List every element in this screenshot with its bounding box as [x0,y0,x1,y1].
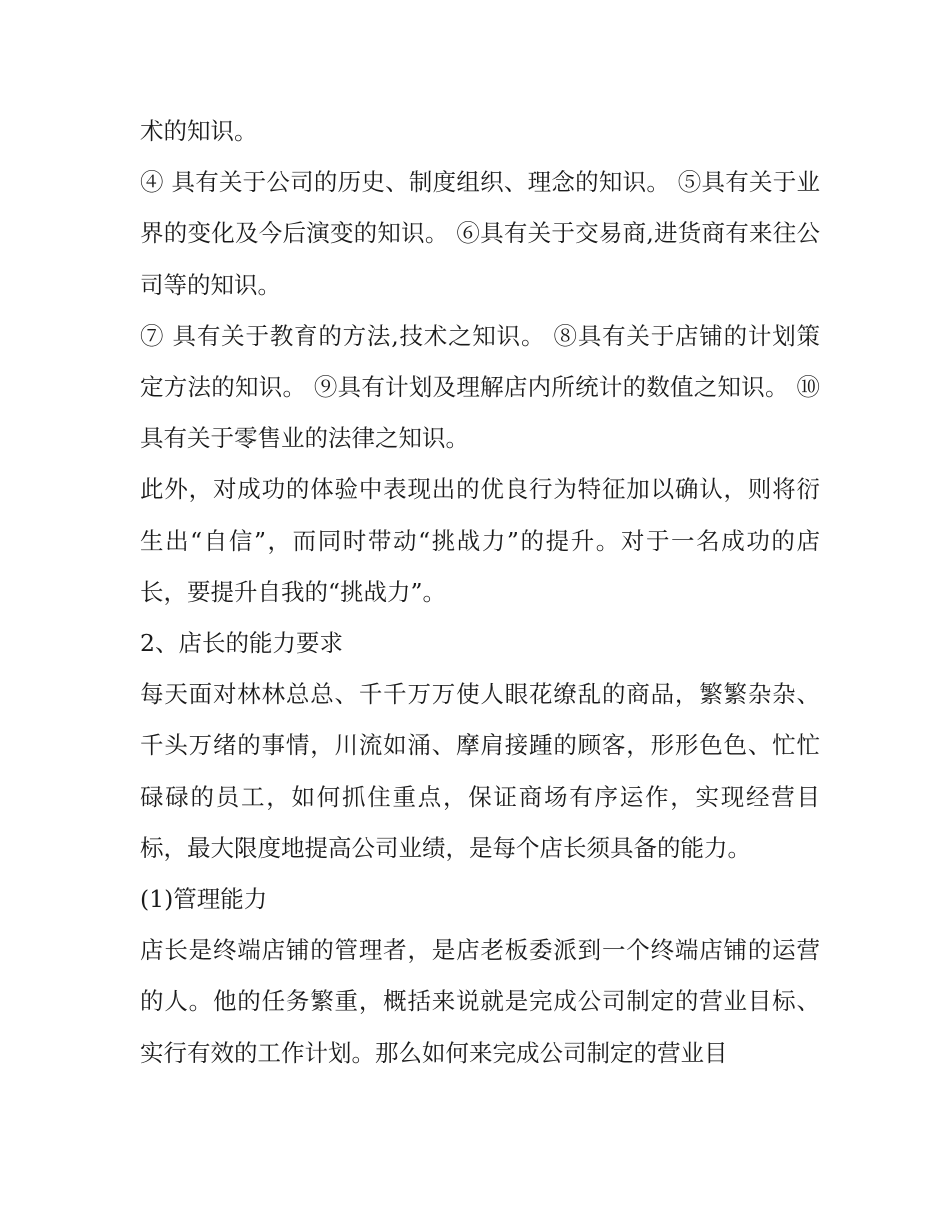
document-page [140,106,820,1079]
paragraph-ability-intro: 每天面对林林总总、千千万万使人眼花缭乱的商品，繁繁杂杂、千头万绪的事情，川流如涌、摩肩接踵的顾客，形形色色、忙忙碌碌的员工，如何抓住重点，保证商场有序运作，实现经营目标，最大限度地提高公司业绩，是每个店长须具备的能力。 [140,680,820,862]
paragraph-management: 店长是终端店铺的管理者，是店老板委派到一个终端店铺的运营的人。他的任务繁重，概括来说就是完成公司制定的营业目标、实行有效的工作计划。那么如何来完成公司制定的营业目 [140,936,820,1067]
paragraph-knowledge-4-6: ④ 具有关于公司的历史、制度组织、理念的知识。 ⑤具有关于业界的变化及今后演变的知识。 ⑥具有关于交易商,进货商有来往公司等的知识。 [140,168,820,299]
paragraph-confidence: 此外，对成功的体验中表现出的优良行为特征加以确认，则将衍生出“自信”，而同时带动“挑战力”的提升。对于一名成功的店长，要提升自我的“挑战力”。 [140,475,820,606]
paragraph-knowledge-7-10: ⑦ 具有关于教育的方法,技术之知识。 ⑧具有关于店铺的计划策定方法的知识。 ⑨具有计划及理解店内所统计的数值之知识。 ⑩具有关于零售业的法律之知识。 [140,321,820,453]
subsection-heading-management: (1)管理能力 [140,885,268,914]
section-heading-ability: 2、店长的能力要求 [140,629,343,658]
paragraph-knowledge-end: 术的知识。 [140,117,258,145]
